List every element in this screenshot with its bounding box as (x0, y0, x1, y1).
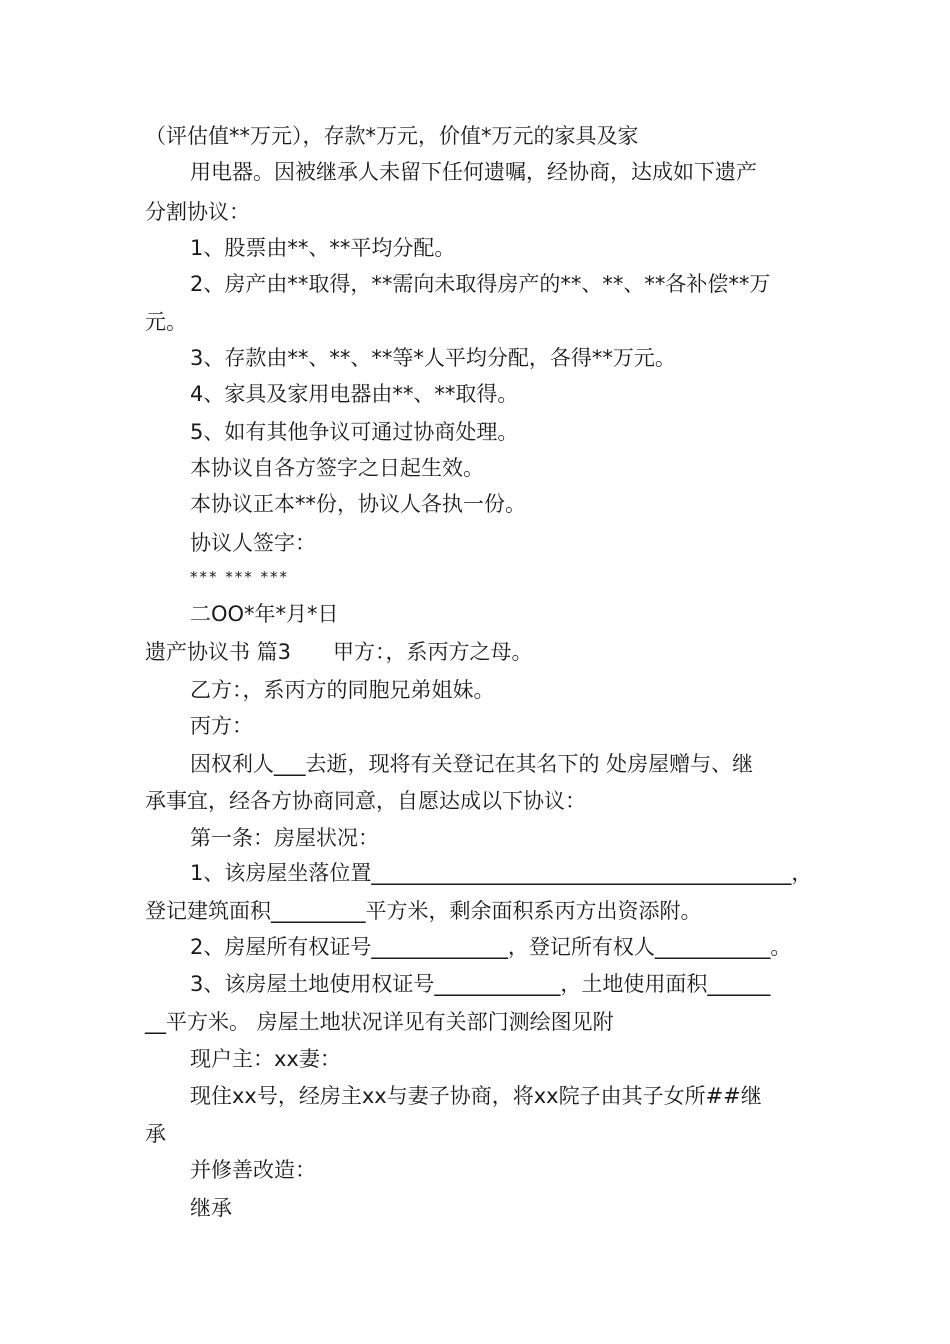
text-line: 承 (145, 1122, 166, 1146)
list-item: 4、家具及家用电器由**、**取得。 (190, 382, 519, 406)
list-item: 1、该房屋坐落位置________________________________________， (190, 861, 813, 885)
list-item: 2、房屋所有权证号_____________，登记所有权人___________。 (190, 935, 792, 959)
text-line: __平方米。 房屋土地状况详见有关部门测绘图见附 (145, 1010, 614, 1034)
text-line: 丙方： (190, 714, 253, 738)
text-line: 登记建筑面积_________平方米，剩余面积系丙方出资添附。 (145, 899, 702, 923)
list-item: 2、房产由**取得，**需向未取得房产的**、**、**各补偿**万 (190, 272, 771, 296)
signature-label: 协议人签字： (190, 531, 316, 555)
list-item: 1、股票由**、**平均分配。 (190, 236, 456, 260)
text-line: 因权利人___去逝，现将有关登记在其名下的 处房屋赠与、继 (190, 752, 754, 776)
text-line: 用电器。因被继承人未留下任何遗嘱，经协商，达成如下遗产 (190, 160, 757, 184)
text-line: 分割协议： (145, 200, 250, 224)
text-line: （评估值**万元），存款*万元，价值*万元的家具及家 (145, 124, 639, 148)
text-line: 第一条：房屋状况： (190, 826, 379, 850)
text-line: 乙方：，系丙方的同胞兄弟姐妹。 (190, 678, 495, 702)
text-line: 并修善改造： (190, 1158, 316, 1182)
signature-placeholder: *** *** *** (190, 568, 290, 586)
list-item: 3、存款由**、**、**等*人平均分配，各得**万元。 (190, 346, 676, 370)
text-line: 继承 (190, 1196, 232, 1220)
text-line: 本协议自各方签字之日起生效。 (190, 456, 484, 480)
text-line: 本协议正本**份，协议人各执一份。 (190, 492, 526, 516)
section-heading: 遗产协议书 篇3 甲方：，系丙方之母。 (145, 640, 533, 664)
text-line: 承事宜，经各方协商同意，自愿达成以下协议： (145, 789, 586, 813)
list-item: 3、该房屋土地使用权证号____________，土地使用面积______ (190, 972, 771, 996)
text-line: 现住xx号，经房主xx与妻子协商，将xx院子由其子女所##继 (190, 1084, 762, 1108)
list-item: 5、如有其他争议可通过协商处理。 (190, 420, 519, 444)
date-line: 二OO*年*月*日 (190, 602, 339, 626)
text-line: 现户主：xx妻： (190, 1047, 341, 1071)
text-line: 元。 (145, 310, 187, 334)
